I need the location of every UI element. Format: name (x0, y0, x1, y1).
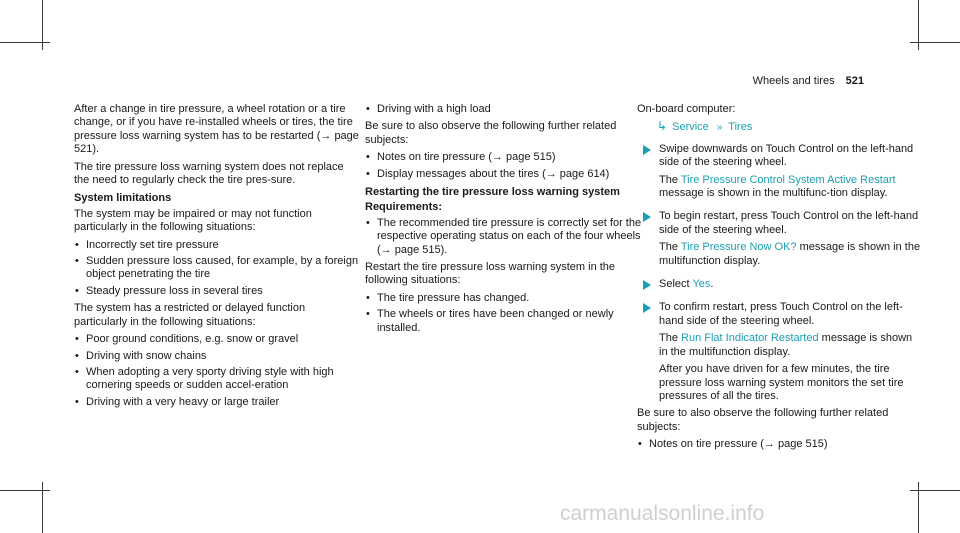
step-text (659, 278, 922, 291)
list-item: • When adopting a very sporty driving style with high cornering speeds or sudden accel-eration (74, 366, 359, 393)
bullet-list (365, 151, 650, 181)
instruction-step (637, 278, 922, 291)
bullet-list (74, 239, 359, 299)
column-left (74, 103, 359, 413)
text: message is shown in the multifunc-tion display. (659, 187, 888, 200)
instruction-step (637, 210, 922, 268)
list-item: • Incorrectly set tire pressure (74, 239, 359, 252)
instruction-step (637, 143, 922, 201)
list-item: • The recommended tire pressure is correctly set for the respective operating status on each of the four wheels (→ page 515). (365, 217, 650, 257)
list-item: • Driving with a very heavy or large trailer (74, 396, 359, 409)
section-heading: System limitations (74, 192, 172, 205)
paragraph: The system may be impaired or may not function particularly in the following situations: (74, 207, 312, 234)
paragraph: Be sure to also observe the following further related subjects: (365, 120, 617, 146)
list-item-link[interactable]: • Display messages about the tires (→ page 614) (365, 168, 650, 181)
paragraph: Restart the tire pressure loss warning system in the following situations: (365, 261, 616, 287)
watermark: carmanualsonline.info (560, 502, 765, 525)
bullet-list (365, 217, 650, 257)
list-item: • The wheels or tires have been changed or newly installed. (365, 308, 650, 335)
option-yes[interactable]: Yes (692, 278, 711, 291)
crop-mark (918, 0, 919, 50)
text: The (659, 241, 678, 254)
paragraph: Be sure to also observe the following further related subjects: (637, 407, 889, 433)
step-result (659, 332, 922, 359)
list-item: • Poor ground conditions, e.g. snow or gravel (74, 333, 359, 346)
step-text: Swipe downwards on Touch Control on the left-hand side of the steering wheel. (659, 142, 914, 169)
crop-mark (42, 0, 43, 50)
return-arrow-icon: ↳ (657, 119, 668, 134)
list-item-link[interactable]: • Notes on tire pressure (→ page 515) (365, 151, 650, 164)
paragraph: The tire pressure loss warning system does not replace the need to regularly check the tire pres-sure. (74, 160, 344, 187)
paragraph: On-board computer: (637, 103, 736, 115)
bullet-list (74, 333, 359, 409)
menu-item-tires[interactable]: Tires (728, 121, 753, 134)
column-right (637, 103, 922, 456)
requirements-heading: Requirements: (365, 201, 443, 214)
paragraph: The system has a restricted or delayed function particularly in the following situations: (74, 302, 306, 328)
list-item: • Driving with a high load (365, 103, 650, 116)
list-item: • Steady pressure loss in several tires (74, 285, 359, 298)
list-item: • Sudden pressure loss caused, for example, by a foreign object penetrating the tire (74, 255, 359, 282)
step-result (659, 241, 922, 268)
paragraph: After a change in tire pressure, a wheel rotation or a tire change, or if you have re-installed wheels or tires, the tire pressure loss warning system has to be restarted (→ page 521). (74, 103, 359, 156)
step-text: To begin restart, press Touch Control on the left-hand side of the steering wheel. (659, 210, 919, 236)
step-text: To confirm restart, press Touch Control on the left-hand side of the steering wheel. (659, 301, 903, 327)
text: The (659, 173, 678, 186)
bullet-list (365, 103, 650, 116)
text: message is shown in the multifunction display. (659, 241, 921, 267)
display-message: Run Flat Indicator Restarted (681, 332, 819, 345)
display-message: Tire Pressure Now OK? (680, 241, 797, 254)
step-result (659, 174, 922, 201)
text: . (710, 278, 714, 291)
list-item-link[interactable]: • Notes on tire pressure (→ page 515) (637, 438, 922, 451)
double-chevron-icon: » (716, 122, 721, 134)
page-header (753, 75, 864, 88)
crop-mark (918, 482, 919, 533)
display-message: Tire Pressure Control System Active Restart (680, 173, 896, 186)
crop-mark (42, 482, 43, 533)
step-arrow-icon (643, 212, 651, 222)
page-number: 521 (845, 75, 864, 87)
text: The (659, 332, 678, 345)
section-heading: Restarting the tire pressure loss warning system (365, 186, 620, 199)
step-arrow-icon (643, 303, 651, 313)
step-arrow-icon (643, 280, 651, 290)
column-middle (365, 103, 650, 339)
menu-path (637, 120, 922, 134)
list-item: • Driving with snow chains (74, 350, 359, 363)
step-arrow-icon (643, 145, 651, 155)
text: message is shown in the multifunction display. (659, 332, 913, 358)
menu-item-service[interactable]: Service (672, 121, 709, 134)
list-item: • The tire pressure has changed. (365, 292, 650, 305)
step-note: After you have driven for a few minutes, the tire pressure loss warning system monitors the set tire pressures of all the tires. (659, 363, 904, 402)
section-title: Wheels and tires (752, 75, 835, 87)
bullet-list (365, 292, 650, 335)
text: Select (659, 278, 690, 291)
instruction-step (637, 301, 922, 403)
bullet-list (637, 438, 922, 451)
